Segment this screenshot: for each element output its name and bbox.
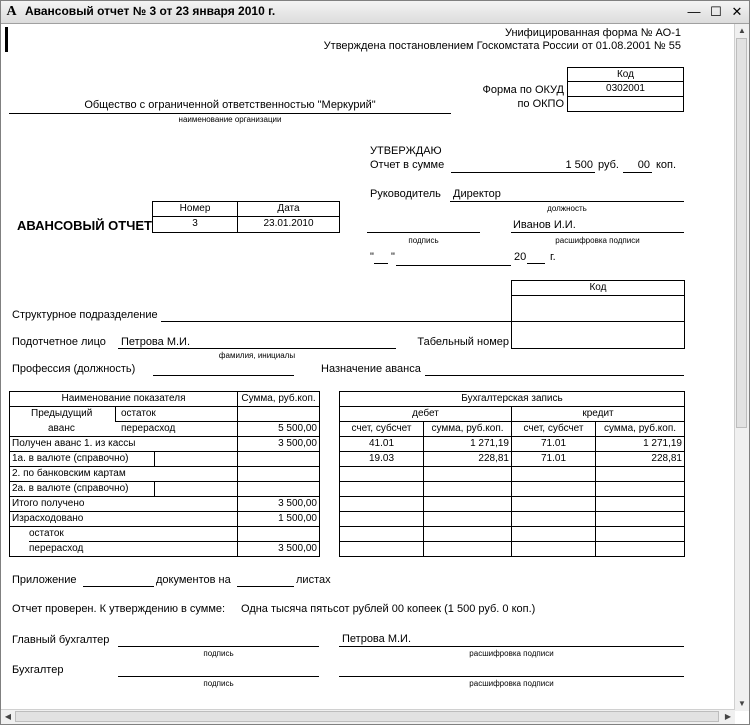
row-received-cash: Получен аванс 1. из кассы (9, 436, 238, 452)
row-total-received: Итого получено (9, 496, 238, 512)
row-received-cash-sum[interactable]: 3 500,00 (237, 436, 320, 452)
head-name-line (511, 232, 684, 233)
person-caption: фамилия, инициалы (218, 351, 296, 360)
entry-2-credit-sum[interactable]: 228,81 (595, 451, 685, 467)
chief-signature-caption: подпись (203, 649, 234, 658)
tab-number-cell[interactable] (511, 321, 685, 349)
person-line (118, 348, 396, 349)
prev-label-1: Предыдущий (31, 408, 93, 419)
date-quote-close: " (391, 251, 395, 263)
entry-row-line (339, 496, 685, 497)
date-quote-open: " (370, 251, 374, 263)
year-prefix: 20 (514, 251, 527, 263)
attachment-sheets-line (237, 586, 294, 587)
accountant-signature-line (118, 676, 319, 677)
row-currency-2-extra[interactable] (154, 481, 238, 497)
purpose-line (425, 375, 684, 376)
approved-by-label: Утверждена постановлением Госкомстата России от 01.08.2001 № 55 (323, 40, 681, 52)
row-balance-remainder: остаток (29, 528, 64, 539)
organization-name[interactable]: Общество с ограниченной ответственностью "Меркурий" (84, 99, 376, 111)
sum-rub-line (451, 172, 595, 173)
okpo-label: по ОКПО (517, 98, 564, 110)
row-bank-cards: 2. по банковским картам (9, 466, 238, 482)
maximize-button[interactable]: ☐ (710, 4, 722, 19)
head-position[interactable]: Директор (453, 188, 501, 200)
docs-label: документов на (156, 574, 231, 586)
profession-line (153, 375, 294, 376)
accountant-label: Бухгалтер (12, 664, 64, 676)
credit-header: кредит (511, 406, 685, 422)
attachment-label: Приложение (12, 574, 77, 586)
entry-2-credit-account[interactable]: 71.01 (511, 451, 596, 467)
year-suffix: г. (550, 251, 556, 263)
chief-accountant-label: Главный бухгалтер (12, 634, 110, 646)
entry-2-debit-sum[interactable]: 228,81 (423, 451, 512, 467)
accountant-name-caption: расшифровка подписи (469, 679, 554, 688)
chief-name-caption: расшифровка подписи (469, 649, 554, 658)
okud-value[interactable]: 0302001 (567, 81, 684, 97)
checked-sum[interactable]: Одна тысяча пятьсот рублей 00 копеек (1 500 руб. 0 коп.) (241, 603, 536, 615)
organization-line (9, 113, 451, 114)
entry-2-debit-account[interactable]: 19.03 (339, 451, 424, 467)
checked-label: Отчет проверен. К утверждению в сумме: (12, 603, 226, 615)
entry-1-credit-sum[interactable]: 1 271,19 (595, 436, 685, 452)
entry-1-debit-account[interactable]: 41.01 (339, 436, 424, 452)
profession-label: Профессия (должность) (12, 363, 136, 375)
window-title: Авансовый отчет № 3 от 23 января 2010 г. (25, 4, 276, 18)
row-total-received-sum[interactable]: 3 500,00 (237, 496, 320, 512)
scroll-left-arrow-icon[interactable]: ◀ (4, 712, 12, 721)
unified-form-label: Унифицированная форма № АО-1 (504, 27, 681, 39)
entry-1-credit-account[interactable]: 71.01 (511, 436, 596, 452)
person-value[interactable]: Петрова М.И. (121, 336, 191, 348)
purpose-label: Назначение аванса (321, 363, 421, 375)
prev-overspend-label: перерасход (121, 423, 176, 434)
entry-row-line (339, 511, 685, 512)
rub-label: руб. (598, 159, 619, 171)
sum-rub-value[interactable]: 1 500 (565, 159, 593, 171)
row-balance-overspend: перерасход (29, 543, 84, 554)
number-header: Номер (152, 201, 238, 217)
balance-divider (29, 541, 238, 542)
row-currency-1-sum[interactable] (237, 451, 320, 467)
date-month-line (396, 265, 511, 266)
okpo-value[interactable] (567, 96, 684, 112)
row-currency-1: 1а. в валюте (справочно) (9, 451, 155, 467)
row-currency-2: 2а. в валюте (справочно) (9, 481, 155, 497)
credit-sum-header: сумма, руб.коп. (595, 421, 685, 437)
head-signature-caption: подпись (408, 236, 439, 245)
left-col-name-header: Наименование показателя (9, 391, 238, 407)
close-button[interactable]: ✕ (731, 4, 743, 19)
head-name-caption: расшифровка подписи (555, 236, 640, 245)
head-name[interactable]: Иванов И.И. (513, 219, 576, 231)
debit-sum-header: сумма, руб.коп. (423, 421, 512, 437)
minimize-button[interactable]: — (687, 4, 701, 19)
code-header: Код (567, 67, 684, 82)
row-currency-2-sum[interactable] (237, 481, 320, 497)
vertical-scrollbar[interactable] (734, 24, 749, 711)
head-label: Руководитель (370, 188, 441, 200)
year-line (527, 263, 545, 264)
credit-account-header: счет, субсчет (511, 421, 596, 437)
vertical-scroll-thumb[interactable] (736, 38, 747, 428)
sum-kop-value[interactable]: 00 (637, 159, 650, 171)
debit-account-header: счет, субсчет (339, 421, 424, 437)
tab-label: Табельный номер (417, 336, 509, 348)
attachment-docs-line (83, 586, 154, 587)
scroll-down-arrow-icon[interactable]: ▼ (738, 699, 746, 708)
left-col-sum-header: Сумма, руб.коп. (237, 391, 320, 407)
position-caption: должность (547, 204, 587, 213)
prev-remainder-sum[interactable] (237, 406, 320, 422)
row-spent: Израсходовано (9, 511, 238, 527)
prev-remainder-label: остаток (121, 408, 156, 419)
report-number[interactable]: 3 (152, 216, 238, 233)
chief-name-line (339, 646, 684, 647)
horizontal-scrollbar[interactable] (1, 709, 735, 724)
chief-accountant-name[interactable]: Петрова М.И. (342, 633, 412, 645)
accountant-signature-caption: подпись (203, 679, 234, 688)
row-balance-overspend-sum[interactable]: 3 500,00 (237, 541, 320, 557)
prev-overspend-sum[interactable]: 5 500,00 (237, 421, 320, 437)
scroll-right-arrow-icon[interactable]: ▶ (724, 712, 732, 721)
prev-label-2: аванс (48, 423, 75, 434)
entry-row-line (339, 526, 685, 527)
kop-label: коп. (656, 159, 677, 171)
date-header: Дата (237, 201, 340, 217)
row-spent-sum[interactable]: 1 500,00 (237, 511, 320, 527)
sum-kop-line (623, 172, 652, 173)
entry-1-debit-sum[interactable]: 1 271,19 (423, 436, 512, 452)
report-title: АВАНСОВЫЙ ОТЧЕТ (17, 218, 152, 233)
scroll-up-arrow-icon[interactable]: ▲ (738, 26, 746, 35)
division-label: Структурное подразделение (12, 309, 158, 321)
date-day-line (374, 263, 388, 264)
document-app-icon: A (6, 4, 17, 19)
debit-header: дебет (339, 406, 512, 422)
row-currency-1-extra[interactable] (154, 451, 238, 467)
report-date[interactable]: 23.01.2010 (237, 216, 340, 233)
organization-caption: наименование организации (178, 115, 282, 124)
accounting-title: Бухгалтерская запись (339, 391, 685, 407)
horizontal-scroll-thumb[interactable] (15, 711, 719, 722)
person-label: Подотчетное лицо (12, 336, 106, 348)
employee-code-header: Код (511, 280, 685, 296)
okud-label: Форма по ОКУД (482, 84, 564, 96)
head-position-line (450, 201, 684, 202)
text-cursor (5, 27, 8, 52)
title-bar[interactable] (1, 1, 749, 24)
chief-signature-line (118, 646, 319, 647)
head-signature-line (367, 232, 480, 233)
sum-label: Отчет в сумме (370, 159, 445, 171)
row-bank-cards-sum[interactable] (237, 466, 320, 482)
division-line (161, 321, 511, 322)
approve-title: УТВЕРЖДАЮ (370, 145, 442, 157)
division-code-cell[interactable] (511, 295, 685, 322)
entry-row-line (339, 541, 685, 542)
accountant-name-line (339, 676, 684, 677)
row-balance-remainder-sum[interactable] (237, 526, 320, 542)
entry-row-line (339, 481, 685, 482)
sheets-label: листах (296, 574, 331, 586)
